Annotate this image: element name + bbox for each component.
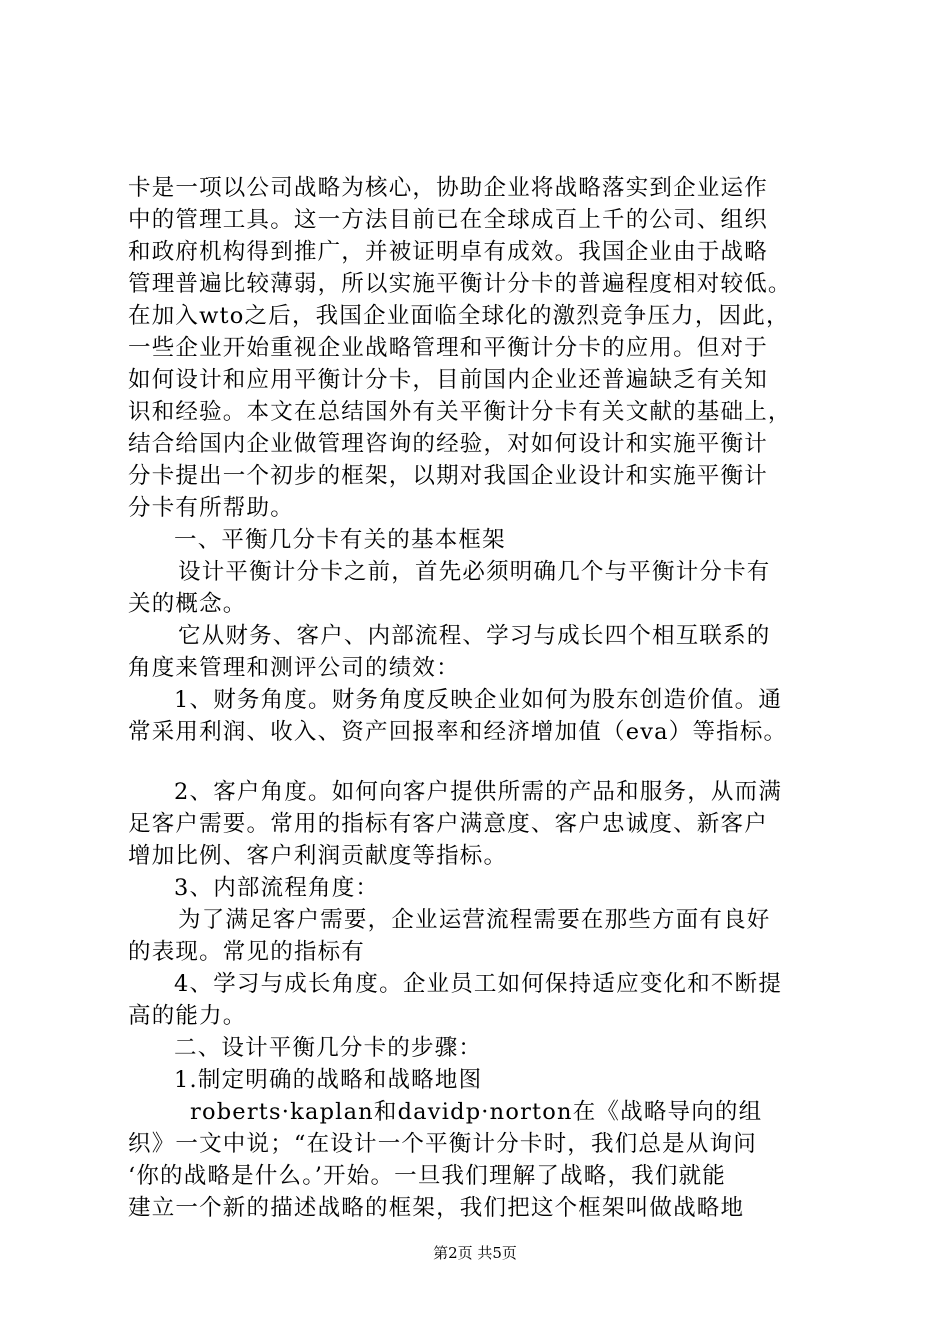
paragraph-line: 常采用利润、收入、资产回报率和经济增加值（eva）等指标。 bbox=[128, 719, 788, 745]
paragraph-line: 角度来管理和测评公司的绩效： bbox=[128, 655, 460, 681]
paragraph-line: 织》一文中说；“在设计一个平衡计分卡时，我们总是从询问 bbox=[128, 1131, 757, 1157]
section-heading: 一、平衡几分卡有关的基本框架 bbox=[174, 527, 506, 553]
paragraph-line: 分卡提出一个初步的框架，以期对我国企业设计和实施平衡计 bbox=[128, 463, 768, 489]
paragraph-line: 设计平衡计分卡之前，首先必须明确几个与平衡计分卡有 bbox=[178, 559, 771, 585]
document-body bbox=[128, 172, 834, 1224]
paragraph-line: 足客户需要。常用的指标有客户满意度、客户忠诚度、新客户 bbox=[128, 811, 768, 837]
list-item-internal-process: 3、内部流程角度： bbox=[174, 875, 380, 901]
paragraph-line: 高的能力。 bbox=[128, 1003, 247, 1029]
paragraph-line: 在加入wto之后，我国企业面临全球化的激烈竞争压力，因此， bbox=[128, 303, 790, 329]
subsection-heading: 1.制定明确的战略和战略地图 bbox=[174, 1067, 483, 1093]
list-item-learning-growth: 4、学习与成长角度。企业员工如何保持适应变化和不断提 bbox=[174, 971, 783, 997]
paragraph-line: 它从财务、客户、内部流程、学习与成长四个相互联系的 bbox=[178, 623, 771, 649]
paragraph-line: roberts·kaplan和davidp·norton在《战略导向的组 bbox=[190, 1099, 763, 1125]
paragraph-line: 管理普遍比较薄弱，所以实施平衡计分卡的普遍程度相对较低。 bbox=[128, 271, 792, 297]
paragraph-line: 识和经验。本文在总结国外有关平衡计分卡有关文献的基础上， bbox=[128, 399, 792, 425]
paragraph-line: 一些企业开始重视企业战略管理和平衡计分卡的应用。但对于 bbox=[128, 335, 768, 361]
paragraph-line: 如何设计和应用平衡计分卡，目前国内企业还普遍缺乏有关知 bbox=[128, 367, 768, 393]
paragraph-line: 中的管理工具。这一方法目前已在全球成百上千的公司、组织 bbox=[128, 207, 768, 233]
paragraph-line: 的表现。常见的指标有 bbox=[128, 939, 366, 965]
paragraph-line: 卡是一项以公司战略为核心，协助企业将战略落实到企业运作 bbox=[128, 175, 768, 201]
list-item-customer: 2、客户角度。如何向客户提供所需的产品和服务，从而满 bbox=[174, 779, 783, 805]
paragraph-line: 建立一个新的描述战略的框架，我们把这个框架叫做战略地 bbox=[128, 1195, 745, 1221]
paragraph-line: ‘你的战略是什么。’开始。一旦我们理解了战略，我们就能 bbox=[128, 1163, 726, 1189]
page-number-footer: 第2页 共5页 bbox=[433, 1244, 517, 1262]
paragraph-line: 结合给国内企业做管理咨询的经验，对如何设计和实施平衡计 bbox=[128, 431, 768, 457]
paragraph-line: 增加比例、客户利润贡献度等指标。 bbox=[128, 843, 508, 869]
blank-line bbox=[128, 748, 834, 776]
section-heading: 二、设计平衡几分卡的步骤： bbox=[174, 1035, 483, 1061]
list-item-finance: 1、财务角度。财务角度反映企业如何为股东创造价值。通 bbox=[174, 687, 783, 713]
paragraph-line: 和政府机构得到推广，并被证明卓有成效。我国企业由于战略 bbox=[128, 239, 768, 265]
paragraph-line: 分卡有所帮助。 bbox=[128, 495, 294, 521]
paragraph-line: 关的概念。 bbox=[128, 591, 247, 617]
paragraph-line: 为了满足客户需要，企业运营流程需要在那些方面有良好 bbox=[178, 907, 771, 933]
